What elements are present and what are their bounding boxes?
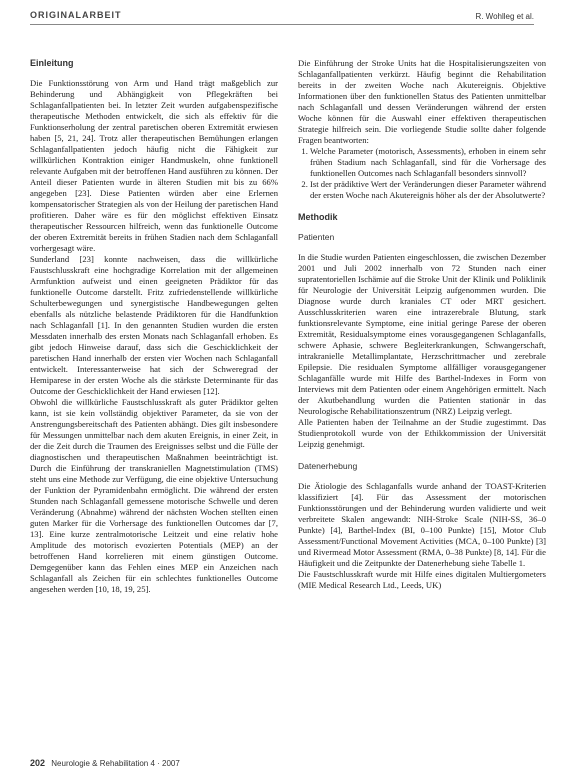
data-paragraph-1: Die Ätiologie des Schlaganfalls wurde anhand der TOAST-Kriterien klassifiziert [4]. Für das Assessment der motorischen Funktionsstörungen und der Behinderung wurden validierte und weit verbreitete Skalen angewandt: NIH-Stroke Scale (NIH-SS, 36–0 Punkte) [4], Barthel-Index (BI, 0–100 Punkte) [15], Motor Club Assessment/Functional Movement Activities (MCA, 0–100 Punkte) [3] und Rivermead Motor Assessment (RMA, 0–38 Punkte) [8, 14]. Für die Häufigkeit und die Zeitpunkte der Datenerhebung siehe Tabelle 1. xyxy=(298,481,546,568)
research-question-1: 1. Welche Parameter (motorisch, Assessments), erhoben in einem sehr frühen Stadium nach Schlaganfall, sind für die Vorhersage des funktionellen Outcomes nach Schlaganfall besonders sinnvoll? xyxy=(310,146,546,179)
intro-paragraph-2: Sunderland [23] konnte nachweisen, dass die willkürliche Faustschlusskraft eine hochgradige Korrelation mit der allgemeinen Armfunktion aufweist und einen geeigneten Prädiktor für das funktionelle Outcome darstellt. Fritz zufriedenstellende willkürliche Schulterbewegungen und synergistische Handbewegungen gelten ebenfalls als nützliche belastende Prädiktoren für die Handfunktion nach Schlaganfall [1]. In den genannten Studien wurden die ersten Messdaten innerhalb des ersten Monats nach Schlaganfall erhoben. Es gibt jedoch Hinweise darauf, dass sich die Geschicklichkeit der paretischen Hand innerhalb der ersten vier Wochen nach Schlaganfall entwickelt. Interessanterweise hat sich der Schweregrad der Hemiparese in der ersten Woche als die stärkste Determinante für das Outcome der Geschicklichkeit der Hand erwiesen [12]. xyxy=(30,254,278,396)
intro-paragraph-4: Die Einführung der Stroke Units hat die Hospitalisierungszeiten von Schlaganfallpatienten verkürzt. Häufig beginnt die Rehabilitation bereits in der zweiten Woche nach Akutereignis. Objektive Informationen über den funktionellen Status des Patienten unmittelbar nach Schlaganfall und dessen Veränderungen während der ersten Woche können für die Auswahl einer effektiven therapeutischen Strategie hilfreich sein. Die vorliegende Studie sollte daher folgende Fragen beantworten: xyxy=(298,58,546,145)
right-column xyxy=(298,58,546,748)
research-question-2: 2. Ist der prädiktive Wert der Veränderungen dieser Parameter während der ersten Woche nach Akutereignis höher als der der Absolutwerte? xyxy=(310,179,546,201)
section-label: ORIGINALARBEIT xyxy=(30,10,122,20)
methods-heading: Methodik xyxy=(298,212,338,222)
research-questions-list xyxy=(298,146,546,201)
introduction-heading: Einleitung xyxy=(30,58,74,68)
data-paragraph-2: Die Faustschlusskraft wurde mit Hilfe eines digitalen Multiergometers (MIE Medical Research Ltd., Leeds, UK) xyxy=(298,569,546,590)
journal-name: Neurologie & Rehabilitation 4 · 2007 xyxy=(51,759,180,768)
intro-paragraph-3: Obwohl die willkürliche Faustschlusskraft als guter Prädiktor gelten kann, ist sie kein vollständig objektiver Parameter, da sie von der Anstrengungsbereitschaft des Patienten abhängt. Dies gilt insbesondere für Messungen unmittelbar nach dem akuten Ereignis, in einer Zeit, in der die Zeit durch die Traumen des Ereignisses selbst und die Fülle der diagnostischen und therapeutischen Maßnahmen beeinträchtigt ist. Durch die Einführung der transkraniellen Magnetstimulation (TMS) steht uns eine Methode zur Verfügung, die eine objektive Untersuchung der Funktion der Pyramidenbahn ermöglicht. Die während der ersten Stunden nach Schlaganfall gemessene motorische Schwelle und deren Veränderung (Abnahme) während der nächsten Wochen stellten einen guten Marker für die Vorhersage des funktionellen Outcomes dar [7, 13]. Eine kurze zentralmotorische Leitzeit und eine relativ hohe Amplitude des motorisch evozierten Potentials (MEP) an der betroffenen Hand korrelieren mit einem günstigen Outcome. Demgegenüber kann das Fehlen eines MEP ein Anzeichen nach Schlaganfall als Zeichen für ein schlechtes funktionelles Outcome angesehen werden [10, 18, 19, 25]. xyxy=(30,397,278,594)
spacer xyxy=(298,201,546,212)
page-number: 202 xyxy=(30,758,46,768)
running-footer xyxy=(30,758,534,772)
header-rule xyxy=(30,24,534,25)
left-column xyxy=(30,58,278,748)
patients-paragraph-1: In die Studie wurden Patienten eingeschlossen, die zwischen Dezember 2001 und Juli 2002 innerhalb von 72 Stunden nach einer supratentoriellen Ischämie auf die Stroke Unit der Klinik und Poliklinik für Neurologie der Universität Leipzig aufgenommen wurden. Die Diagnose wurde durch kraniales CT oder MRT gesichert. Ausschlusskriterien waren eine intrazerebrale Blutung, stark funktionsrelevante Symptome, eine initial geringe Parese der oberen Extremität, Residualsymptome eines vorausgegangenen Schlaganfalls, schwere Aphasie, schwere Begleiterkrankungen, Schwangerschaft, intrakranielle Metallimplantate, Herzschrittmacher und zerebrale Epilepsie. Die residualen Symptome allfälliger vorausgegangener Schlaganfälle wurde mit Hilfe des Barthel-Indexes in Form von Interviews mit dem Patienten oder einem Angehörigen ermittelt. Nach der Akutbehandlung wurden die Patienten stationär in das Neurologische Rehabilitationszentrum (NRZ) Leipzig verlegt. xyxy=(298,252,546,416)
patients-paragraph-2: Alle Patienten haben der Teilnahme an der Studie zugestimmt. Das Studienprotokoll wurde von der Ethikkommission der Universität Leipzig genehmigt. xyxy=(298,417,546,449)
data-collection-subheading: Datenerhebung xyxy=(298,461,358,471)
running-header xyxy=(0,0,564,30)
patients-subheading: Patienten xyxy=(298,232,335,242)
intro-paragraph-1: Die Funktionsstörung von Arm und Hand trägt maßgeblich zur Behinderung und Abhängigkeit von Pflegekräften bei Schlaganfallpatienten bei. In letzter Zeit wurden aufgabenspezifische therapeutische Methoden entwickelt, die sich als effektiv für die Funktionserholung der zentral paretischen oberen Extremität erwiesen haben [5, 21, 24]. Trotz aller therapeutischen Bemühungen erlangen Schlaganfallpatienten jedoch häufig nicht die Fähigkeit zur willkürlichen Kontraktion einiger Handmuskeln, ohne funktionell relevante Aufgaben mit der betroffenen Hand ausführen zu können. Der Anteil dieser Patienten wurde in älteren Studien mit bis zu 66% angegeben [23]. Diese Patienten würden aber eine Erlernen kompensatorischer Strategien als von der Heilung der paretischen Hand profitieren. Daher wäre es für den möglichst effektiven Einsatz therapeutischer Ressourcen hilfreich, wenn das funktionelle Outcome der oberen Extremität bereits in frühen Stadien nach dem Schlaganfall vorhergesagt wäre. xyxy=(30,78,278,253)
author-label: R. Wohlleg et al. xyxy=(475,12,534,21)
